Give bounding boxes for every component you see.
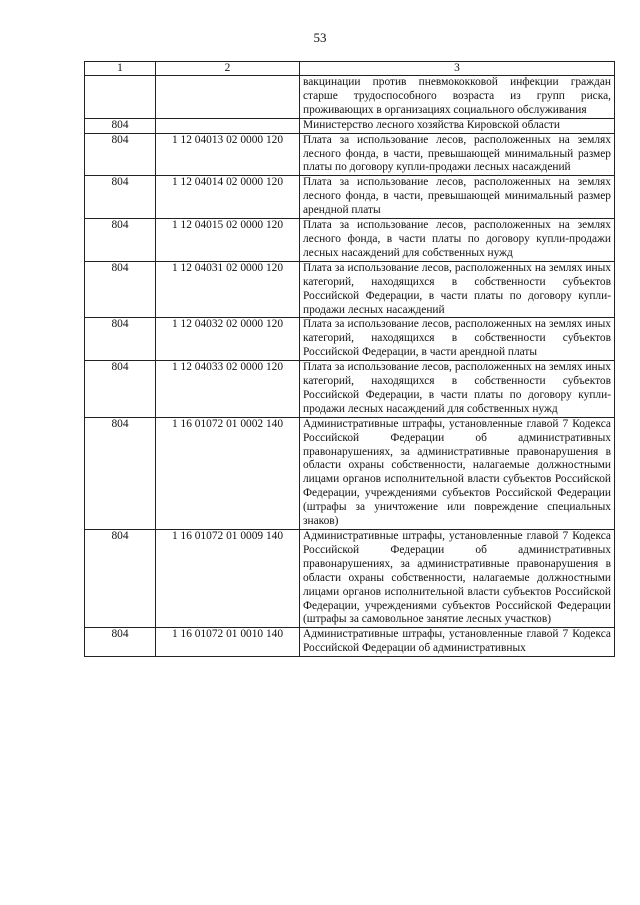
column-header-2: 2: [156, 62, 300, 76]
revenue-code-cell: [156, 76, 300, 119]
description-cell: Плата за использование лесов, расположенных на землях иных категорий, находящихся в собственности субъектов Российской Федерации, в части платы по договору купли-продажи лесных насаждений: [300, 261, 615, 318]
table-row: [85, 76, 615, 119]
description-cell: вакцинации против пневмококковой инфекции граждан старше трудоспособного возраста из групп риска, проживающих в организациях социального обслуживания: [300, 76, 615, 119]
admin-code-cell: 804: [85, 133, 156, 176]
admin-code-cell: 804: [85, 530, 156, 628]
table-row: [85, 261, 615, 318]
admin-code-cell: 804: [85, 361, 156, 418]
admin-code-cell: 804: [85, 219, 156, 262]
revenue-code-cell: 1 12 04032 02 0000 120: [156, 318, 300, 361]
table-row: [85, 530, 615, 628]
table-row: [85, 318, 615, 361]
table-row: [85, 628, 615, 657]
table-row: [85, 417, 615, 529]
revenue-code-cell: 1 12 04031 02 0000 120: [156, 261, 300, 318]
description-cell: Административные штрафы, установленные главой 7 Кодекса Российской Федерации об административных: [300, 628, 615, 657]
revenue-code-cell: 1 16 01072 01 0010 140: [156, 628, 300, 657]
page-number: 53: [313, 30, 327, 45]
revenue-code-cell: [156, 118, 300, 133]
revenue-code-cell: 1 12 04013 02 0000 120: [156, 133, 300, 176]
admin-code-cell: 804: [85, 261, 156, 318]
description-cell: Плата за использование лесов, расположенных на землях лесного фонда, в части, превышающей минимальный размер арендной платы: [300, 176, 615, 219]
table-row: [85, 133, 615, 176]
table-row: [85, 118, 615, 133]
revenue-code-cell: 1 16 01072 01 0002 140: [156, 417, 300, 529]
revenue-code-cell: 1 12 04015 02 0000 120: [156, 219, 300, 262]
admin-code-cell: 804: [85, 628, 156, 657]
description-cell: Министерство лесного хозяйства Кировской области: [300, 118, 615, 133]
column-header-1: 1: [85, 62, 156, 76]
table-body: [85, 76, 615, 657]
table-row: [85, 176, 615, 219]
table-row: [85, 361, 615, 418]
admin-code-cell: 804: [85, 417, 156, 529]
column-header-3: 3: [300, 62, 615, 76]
revenue-code-cell: 1 12 04033 02 0000 120: [156, 361, 300, 418]
revenue-code-cell: 1 12 04014 02 0000 120: [156, 176, 300, 219]
description-cell: Административные штрафы, установленные главой 7 Кодекса Российской Федерации об административных правонарушениях, за административные правонарушения в области охраны собственности, налагаемые должностными лицами органов исполнительной власти субъектов Российской Федерации, учреждениями субъектов Российской Федерации (штрафы за уничтожение или повреждение специальных знаков): [300, 417, 615, 529]
revenue-code-cell: 1 16 01072 01 0009 140: [156, 530, 300, 628]
description-cell: Плата за использование лесов, расположенных на землях лесного фонда, в части, превышающей минимальный размер платы по договору купли-продажи лесных насаждений: [300, 133, 615, 176]
admin-code-cell: 804: [85, 118, 156, 133]
admin-code-cell: 804: [85, 318, 156, 361]
description-cell: Административные штрафы, установленные главой 7 Кодекса Российской Федерации об административных правонарушениях, за административные правонарушения в области охраны собственности, налагаемые должностными лицами органов исполнительной власти субъектов Российской Федерации, учреждениями субъектов Российской Федерации (штрафы за самовольное занятие лесных участков): [300, 530, 615, 628]
revenue-codes-table: [84, 61, 615, 657]
description-cell: Плата за использование лесов, расположенных на землях лесного фонда, в части платы по договору купли-продажи лесных насаждений для собственных нужд: [300, 219, 615, 262]
description-cell: Плата за использование лесов, расположенных на землях иных категорий, находящихся в собственности субъектов Российской Федерации, в части платы по договору купли-продажи лесных насаждений для собственных нужд: [300, 361, 615, 418]
description-cell: Плата за использование лесов, расположенных на землях иных категорий, находящихся в собственности субъектов Российской Федерации, в части арендной платы: [300, 318, 615, 361]
admin-code-cell: 804: [85, 176, 156, 219]
admin-code-cell: [85, 76, 156, 119]
table-row: [85, 219, 615, 262]
table-header: [85, 62, 615, 76]
